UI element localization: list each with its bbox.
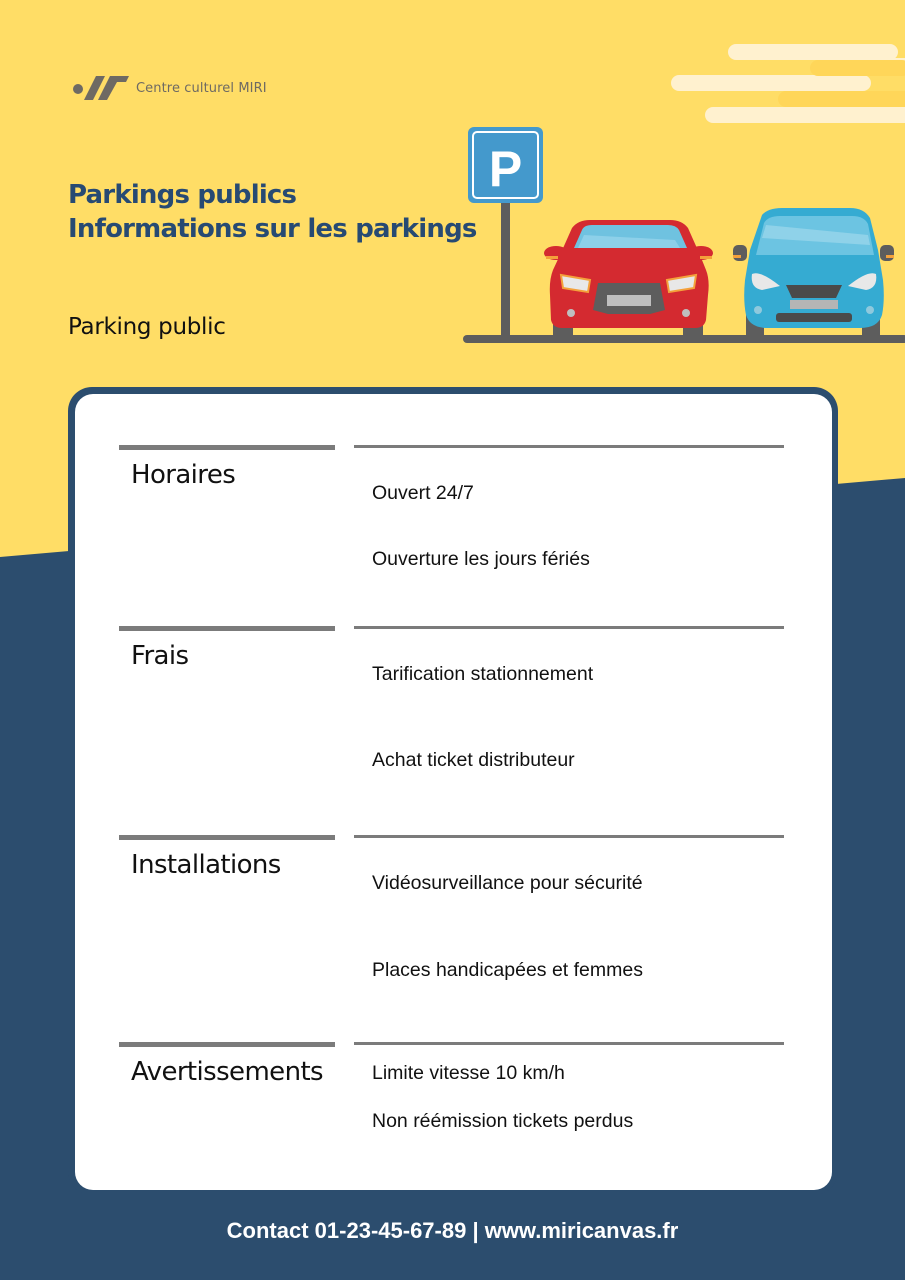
section-item: Limite vitesse 10 km/h <box>372 1062 565 1084</box>
section-item: Tarification stationnement <box>372 663 594 685</box>
parking-illustration <box>450 30 905 350</box>
section-item: Achat ticket distributeur <box>372 749 575 771</box>
section-title: Avertissements <box>131 1057 323 1087</box>
section-divider-left <box>119 835 335 840</box>
section-divider-right <box>354 1042 784 1045</box>
page-title <box>68 178 477 246</box>
section-divider-right <box>354 445 784 448</box>
title-line-2: Informations sur les parkings <box>68 214 477 244</box>
section-item: Places handicapées et femmes <box>372 959 643 981</box>
blue-car-icon <box>733 208 894 338</box>
svg-text:P: P <box>488 141 523 197</box>
title-line-1: Parkings publics <box>68 180 297 210</box>
red-car-icon <box>544 220 713 338</box>
parking-sign-icon <box>468 127 543 340</box>
section-item: Ouverture les jours fériés <box>372 548 590 570</box>
footer-contact: Contact 01-23-45-67-89 | www.miricanvas.fr <box>226 1218 679 1243</box>
page-subtitle: Parking public <box>68 314 226 340</box>
section-item: Non réémission tickets perdus <box>372 1110 634 1132</box>
brand-logo <box>72 74 267 102</box>
cloud-lines <box>671 44 905 123</box>
section-divider-right <box>354 626 784 629</box>
section-title: Installations <box>131 850 281 880</box>
brand-name: Centre culturel MIRI <box>136 80 267 96</box>
section-title: Horaires <box>131 460 236 490</box>
section-divider-left <box>119 626 335 631</box>
section-item: Ouvert 24/7 <box>372 482 474 504</box>
miri-logo-icon <box>72 74 130 102</box>
section-divider-right <box>354 835 784 838</box>
section-divider-left <box>119 445 335 450</box>
section-item: Vidéosurveillance pour sécurité <box>372 872 643 894</box>
section-divider-left <box>119 1042 335 1047</box>
section-title: Frais <box>131 641 189 671</box>
